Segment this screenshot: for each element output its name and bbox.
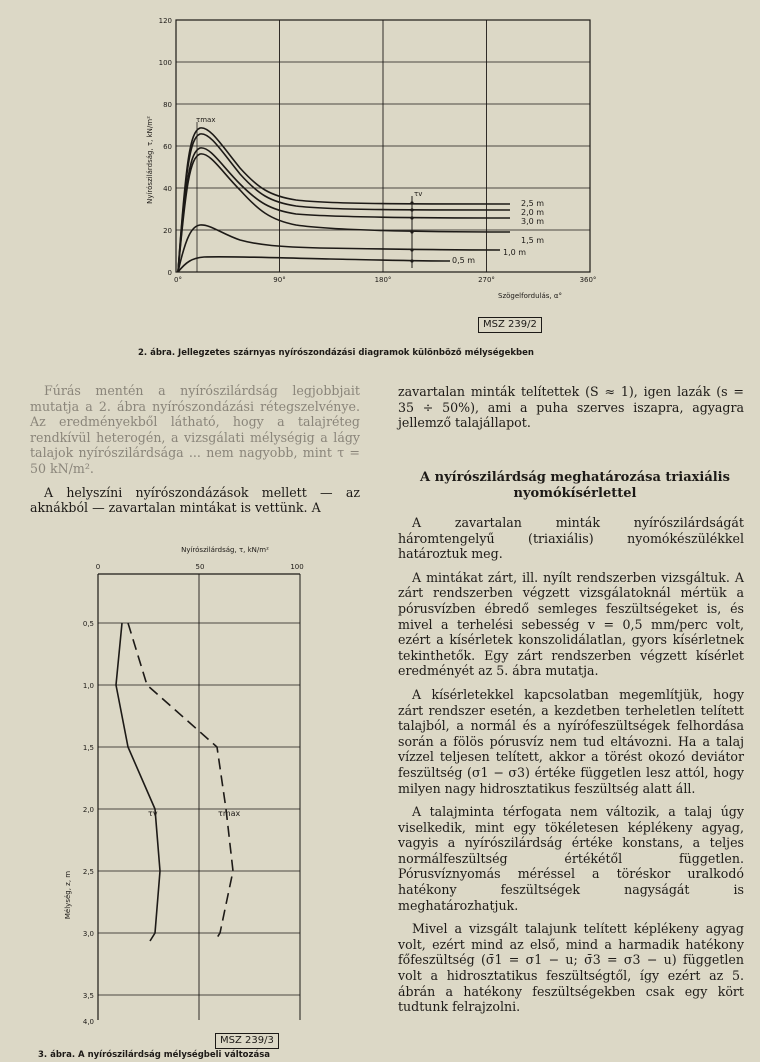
fig3-tauv-label: τv (148, 809, 158, 818)
fig3-ytick-35: 3,5 (82, 992, 94, 1000)
fig3-ylabel: Mélység, z, m (64, 870, 72, 920)
fig2-ytick-60: 60 (163, 143, 172, 151)
fig2-xtick-0: 0° (174, 276, 182, 284)
fig2-curve-0-5m (178, 257, 450, 272)
fig2-ytick-20: 20 (163, 227, 172, 235)
fig2-taumax-label: τmax (196, 116, 216, 124)
fig3-ytick-20: 2,0 (82, 806, 94, 814)
fig2-tauv-dot-6 (410, 259, 413, 262)
left-column-text (30, 383, 360, 524)
fig2-stamp: MSZ 239/2 (478, 317, 542, 333)
fig2-xtick-180: 180° (374, 276, 392, 284)
fig3-xtick-50: 50 (195, 563, 205, 571)
section-heading: A nyírószilárdság meghatározása triaxiális nyomókísérlettel (420, 470, 730, 501)
fig2-label-0-5m: 0,5 m (452, 256, 476, 265)
fig2-label-2-5m: 2,5 m (521, 199, 545, 208)
fig2-ytick-40: 40 (163, 185, 172, 193)
right-col-paragraph-2: A mintákat zárt, ill. nyílt rendszerben vizsgáltuk. A zárt rendszerben végzett vizsgálatoknál mértük a pórusvízben ébredő semleges feszültségeket is, és mivel a terhelési sebesség v = 0,5 mm/perc volt, ezért a kísérletek konszolidálatlan, gyors kísérletnek tekinthetők. Egy zárt rendszerben végzett kísérlet eredményét az 5. ábra mutatja. (398, 569, 744, 679)
right-col-paragraph-5: Mivel a vizsgált talajunk telített képlékeny agyag volt, ezért mind az első, mind a harmadik hatékony főfeszültség (σ̄1 = σ1 − u; σ̄3 = σ3 − u) független volt a hidrosztatikus feszültségtől, így ezért az 5. ábrán a hatékony feszültségekben csak egy kört tudtunk felrajzolni. (398, 921, 744, 1015)
fig3-caption: 3. ábra. A nyírószilárdság mélységbeli változása (38, 1050, 270, 1060)
right-column-body (398, 515, 744, 1023)
right-col-paragraph-4: A talajminta térfogata nem változik, a talaj úgy viselkedik, mint egy tökéletesen képlékeny agyag, vagyis a nyírószilárdság értéke konstans, a teljes normálfeszültség értékétől független. Pórusvíznyomás méréssel a töréskor uralkodó hatékony feszültségek nagyságát is meghatározhatjuk. (398, 804, 744, 913)
fig2-ytick-0: 0 (167, 269, 172, 277)
fig3-xtick-100: 100 (290, 563, 304, 571)
fig3-ytick-25: 2,5 (82, 868, 94, 876)
left-col-paragraph-1: Fúrás mentén a nyírószilárdság legjobbjait mutatja a 2. ábra nyírószondázási rétegszelvénye. Az eredményekből látható, hogy a talajréteg rendkívül heterogén, a vizsgálati mélységig a lágy talajok nyírószilárdsága ... nem nagyobb, mint τ = 50 kN/m². (30, 383, 360, 476)
fig3-xtick-0: 0 (95, 563, 101, 571)
fig3-ytick-15: 1,5 (82, 744, 94, 752)
right-col-paragraph-1: A zavartalan minták nyírószilárdságát háromtengelyű (triaxiális) nyomókészülékkel határoztuk meg. (398, 515, 744, 562)
fig3-ytick-30: 3,0 (82, 930, 94, 938)
fig3-curve-tauv (116, 623, 160, 941)
fig2-tauv-label: τv (414, 190, 423, 198)
figure-2-chart (0, 0, 760, 372)
fig2-label-1-0m: 1,0 m (503, 248, 527, 257)
fig2-label-2-0m: 2,0 m (521, 208, 545, 217)
fig3-stamp: MSZ 239/3 (215, 1033, 279, 1049)
fig3-ytick-40: 4,0 (82, 1018, 94, 1026)
fig2-tauv-dot-5 (410, 248, 413, 251)
right-col-paragraph-3: A kísérletekkel kapcsolatban megemlítjük, hogy zárt rendszer esetén, a kezdetben terheletlen telített talajból, a normál és a nyírófeszültségek felhordása során a fölös pórusvíz nem tud eltávozni. Ha a talaj vízzel teljesen telített, akkor a törést okozó deviátor feszültség (σ1 − σ3) értéke független lesz attól, hogy milyen nagy hidrosztatikus feszültség alatt áll. (398, 686, 744, 796)
fig2-tauv-dot-2 (410, 208, 413, 211)
fig3-ytick-10: 1,0 (82, 682, 94, 690)
figure-3-chart (0, 540, 390, 1062)
fig2-tauv-dot-4 (410, 230, 413, 233)
left-col-paragraph-2: A helyszíni nyírószondázások mellett — az aknákból — zavartalan mintákat is vettünk. A (30, 484, 360, 516)
fig2-xtick-90: 90° (273, 276, 286, 284)
fig3-ytick-05: 0,5 (82, 620, 94, 628)
fig2-ytick-80: 80 (163, 101, 172, 109)
fig2-xtick-360: 360° (579, 276, 597, 284)
fig2-label-1-5m: 1,5 m (521, 236, 545, 245)
fig2-tauv-dot-3 (410, 216, 413, 219)
fig2-ytick-100: 100 (158, 59, 172, 67)
fig2-xtick-270: 270° (478, 276, 495, 284)
fig2-label-3-0m: 3,0 m (521, 217, 545, 226)
right-col-paragraph-0: zavartalan minták telítettek (S ≈ 1), igen lazák (s = 35 ÷ 50%), ami a puha szerves iszapra, agyagra jellemző talajállapot. (398, 384, 744, 431)
fig2-xlabel: Szögelfordulás, α° (498, 292, 562, 300)
fig2-tauv-dot-1 (410, 201, 413, 204)
right-column-text (398, 384, 744, 439)
fig2-ytick-120: 120 (158, 17, 172, 25)
fig2-caption: 2. ábra. Jellegzetes szárnyas nyírószondázási diagramok különböző mélységekben (138, 348, 534, 358)
fig3-taumax-label: τmax (218, 809, 241, 818)
fig2-ylabel: Nyírószilárdság, τ, kN/m² (146, 116, 154, 204)
fig3-xlabel: Nyírószilárdság, τ, kN/m² (181, 546, 269, 554)
